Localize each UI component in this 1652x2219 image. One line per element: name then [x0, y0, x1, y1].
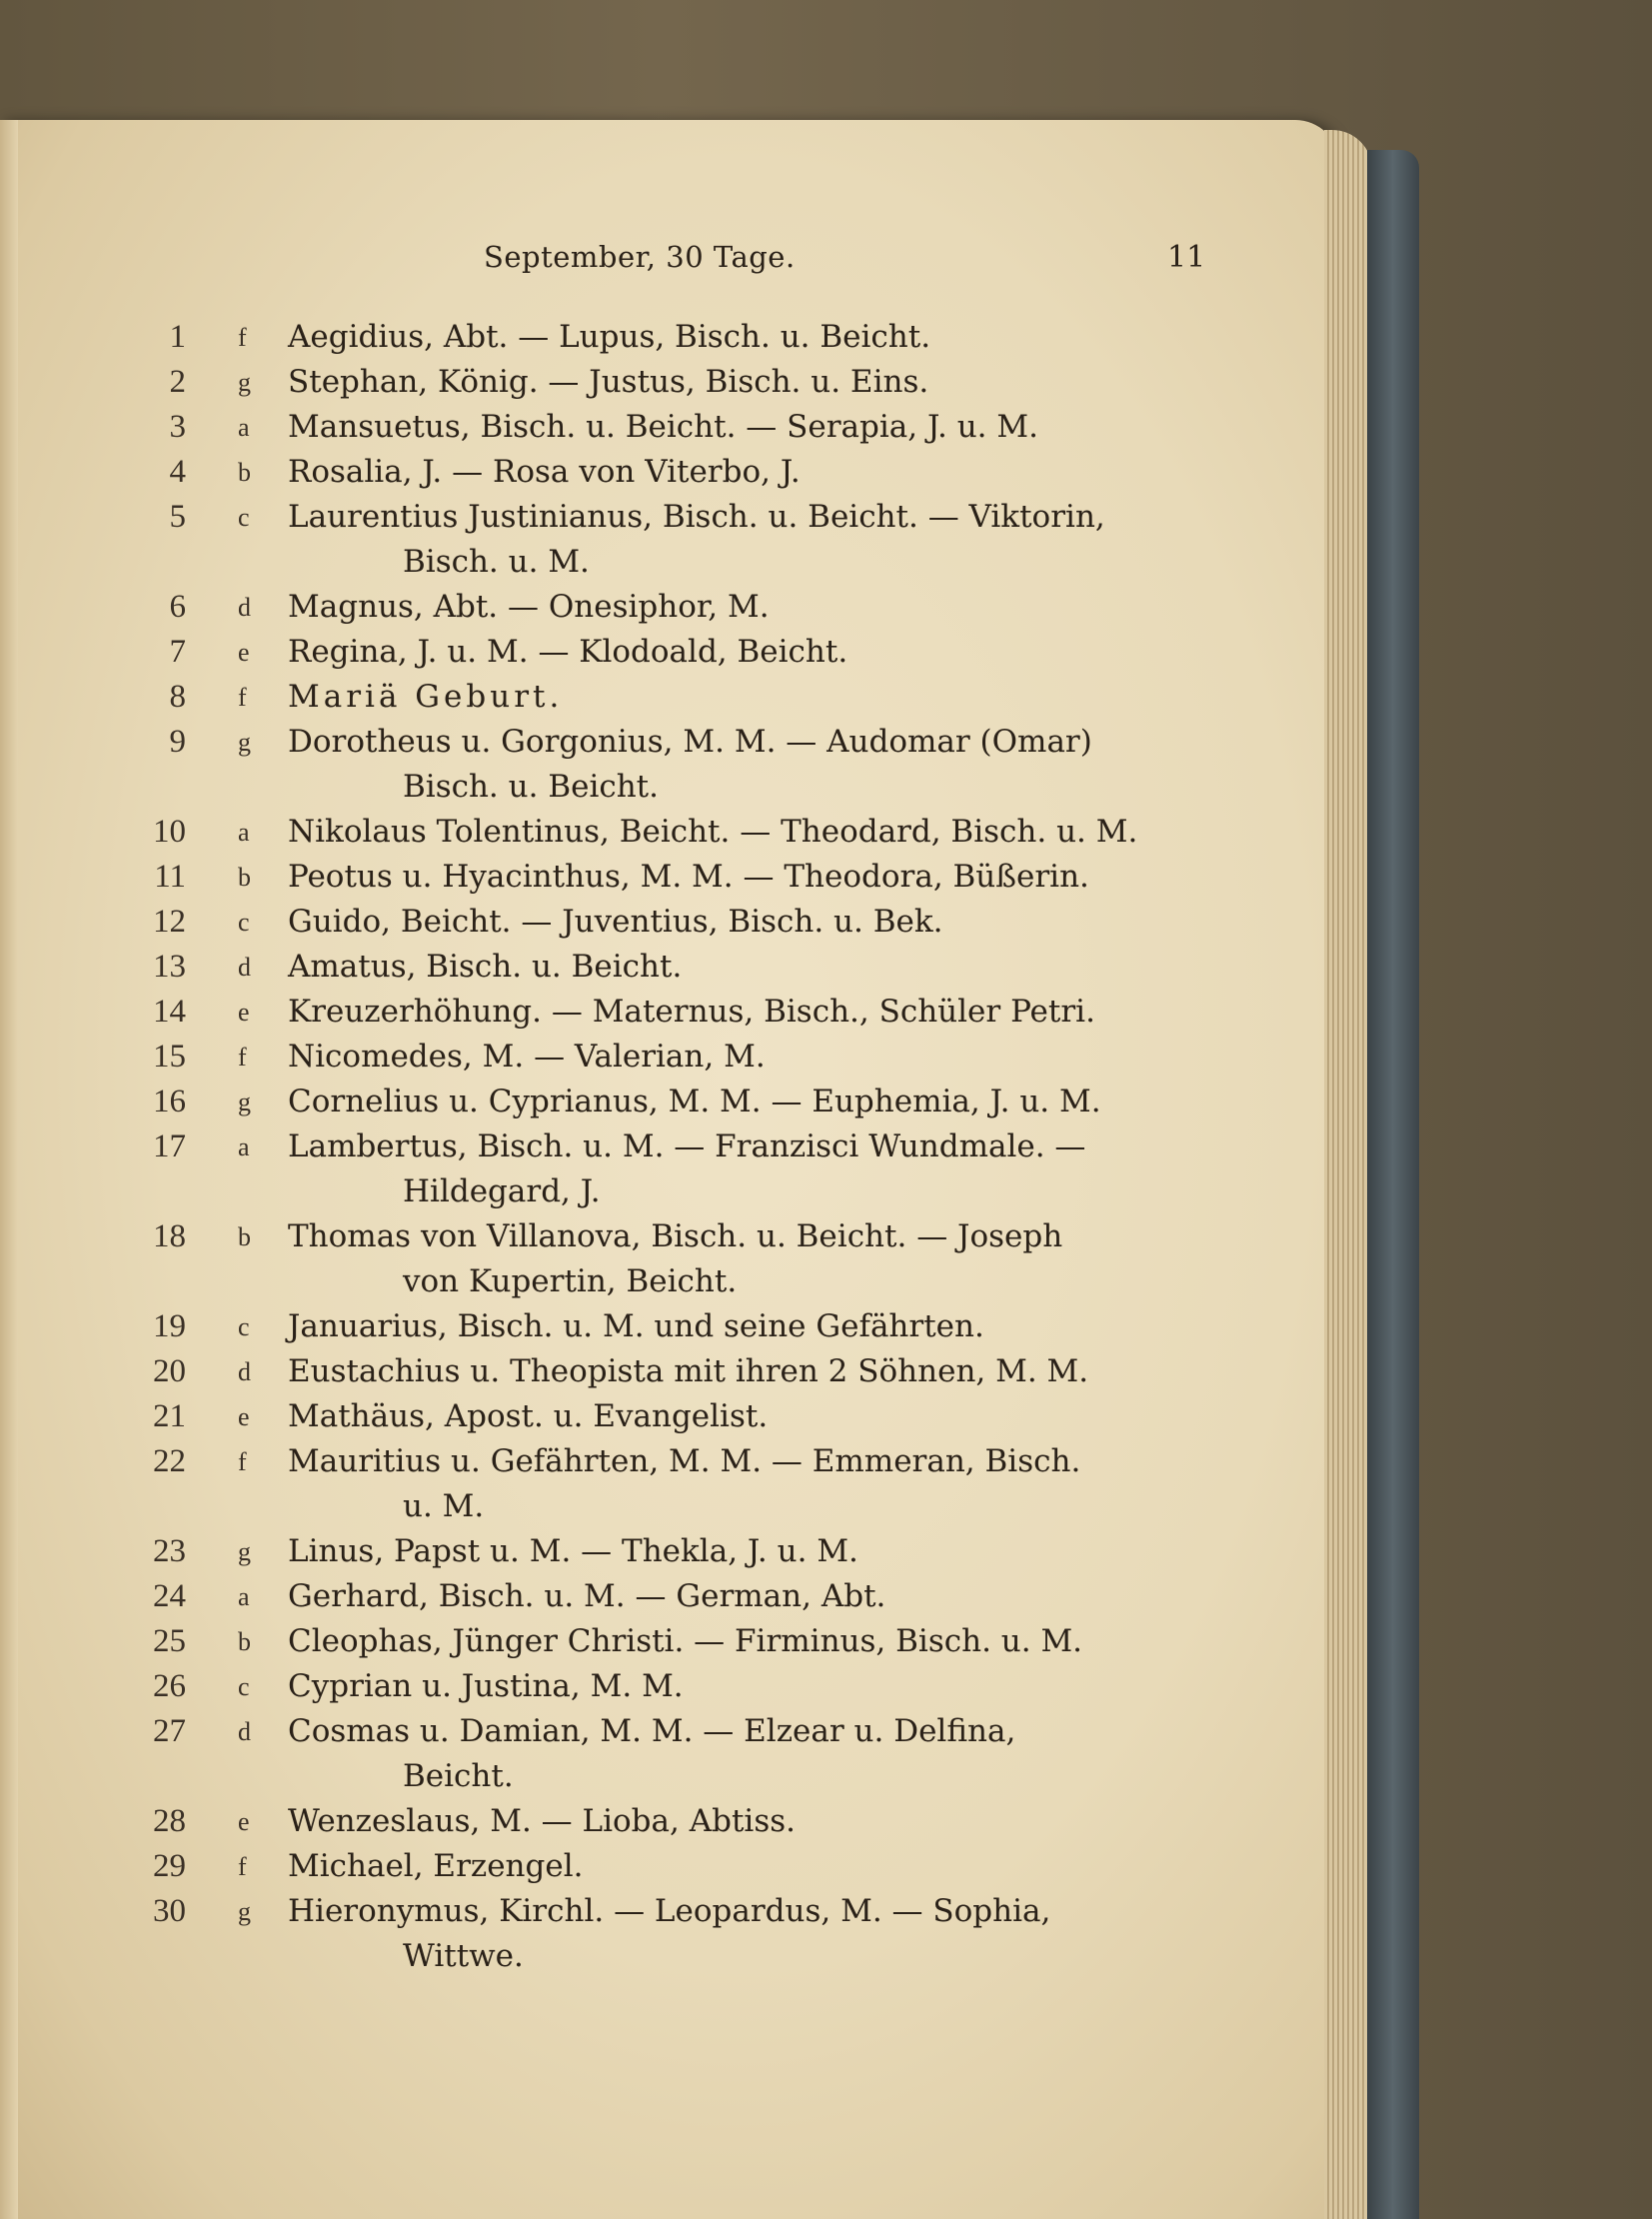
dominical-letter: a [238, 1132, 250, 1161]
calendar-entry [0, 990, 1339, 1035]
page-title: September, 30 Tage. [484, 240, 796, 274]
saints-line: Mansuetus, Bisch. u. Beicht. — Serapia, J. u. M. [288, 409, 1038, 445]
calendar-entry [0, 315, 1339, 360]
calendar-entry [0, 945, 1339, 990]
dominical-letter: a [238, 1582, 250, 1611]
calendar-entry [0, 1889, 1339, 1979]
dominical-letter: f [238, 1043, 247, 1072]
saints-line: Cyprian u. Justina, M. M. [288, 1668, 684, 1704]
calendar-entry [0, 1439, 1339, 1529]
day-number: 2 [169, 364, 186, 400]
page-header [0, 240, 1339, 290]
saints-line: Cosmas u. Damian, M. M. — Elzear u. Delfina, [288, 1713, 1016, 1749]
saints-text [288, 1799, 1212, 1844]
dominical-letter: b [238, 1627, 251, 1656]
calendar-entry [0, 1799, 1339, 1844]
calendar-entry [0, 1844, 1339, 1889]
saints-line: Michael, Erzengel. [288, 1848, 584, 1884]
calendar-entry [0, 855, 1339, 900]
day-number: 7 [169, 634, 186, 670]
dominical-letter: d [238, 593, 251, 622]
saints-line-continued: Bisch. u. M. [403, 544, 590, 580]
dominical-letter: f [238, 323, 247, 352]
dominical-letter: f [238, 1852, 247, 1881]
calendar-list [0, 315, 1339, 1979]
calendar-entry [0, 630, 1339, 675]
saints-text [288, 585, 1212, 630]
saints-line: Lambertus, Bisch. u. M. — Franzisci Wundmale. — [288, 1128, 1086, 1164]
saints-text [288, 720, 1212, 810]
day-number: 15 [153, 1039, 186, 1075]
saints-line: Hieronymus, Kirchl. — Leopardus, M. — Sophia, [288, 1893, 1051, 1929]
saints-text [288, 810, 1212, 855]
calendar-entry [0, 1304, 1339, 1349]
saints-text [288, 855, 1212, 900]
dominical-letter: e [238, 998, 250, 1027]
dominical-letter: c [238, 908, 250, 937]
dominical-letter: d [238, 1357, 251, 1386]
saints-line: Laurentius Justinianus, Bisch. u. Beicht. — Viktorin, [288, 499, 1105, 535]
saints-text [288, 360, 1212, 405]
calendar-entry [0, 1080, 1339, 1124]
day-number: 1 [169, 319, 186, 355]
calendar-entry [0, 360, 1339, 405]
saints-text [288, 1619, 1212, 1664]
calendar-entry [0, 1035, 1339, 1080]
day-number: 19 [153, 1308, 186, 1344]
saints-text [288, 1035, 1212, 1080]
day-number: 14 [153, 994, 186, 1030]
saints-text [288, 1394, 1212, 1439]
dominical-letter: d [238, 953, 251, 982]
dominical-letter: b [238, 458, 251, 487]
dominical-letter: f [238, 683, 247, 712]
day-number: 23 [153, 1533, 186, 1569]
saints-line-continued: Wittwe. [403, 1938, 524, 1974]
day-number: 28 [153, 1803, 186, 1839]
calendar-entry [0, 1709, 1339, 1799]
calendar-entry [0, 1529, 1339, 1574]
saints-text [288, 315, 1212, 360]
saints-line: Thomas von Villanova, Bisch. u. Beicht. — Joseph [288, 1218, 1063, 1254]
saints-line: Aegidius, Abt. — Lupus, Bisch. u. Beicht. [288, 319, 931, 355]
calendar-entry [0, 1394, 1339, 1439]
saints-text [288, 990, 1212, 1035]
calendar-entry [0, 720, 1339, 810]
saints-line: Cleophas, Jünger Christi. — Firminus, Bisch. u. M. [288, 1623, 1083, 1659]
dominical-letter: g [238, 1088, 251, 1116]
day-number: 8 [169, 679, 186, 715]
saints-text [288, 1124, 1212, 1214]
calendar-entry [0, 1664, 1339, 1709]
saints-text [288, 1349, 1212, 1394]
day-number: 16 [153, 1084, 186, 1119]
dominical-letter: b [238, 1222, 251, 1251]
saints-text [288, 450, 1212, 495]
day-number: 6 [169, 589, 186, 625]
dominical-letter: c [238, 1312, 250, 1341]
saints-line: Magnus, Abt. — Onesiphor, M. [288, 589, 770, 625]
day-number: 3 [169, 409, 186, 445]
saints-text [288, 1304, 1212, 1349]
saints-line: Wenzeslaus, M. — Lioba, Abtiss. [288, 1803, 796, 1839]
calendar-entry [0, 450, 1339, 495]
saints-text [288, 945, 1212, 990]
saints-line: Cornelius u. Cyprianus, M. M. — Euphemia, J. u. M. [288, 1084, 1101, 1119]
saints-line: Mauritius u. Gefährten, M. M. — Emmeran, Bisch. [288, 1443, 1081, 1479]
saints-text [288, 1439, 1212, 1529]
saints-text [288, 630, 1212, 675]
dominical-letter: c [238, 1672, 250, 1701]
saints-line-continued: u. M. [403, 1488, 485, 1524]
calendar-entry [0, 1124, 1339, 1214]
calendar-entry [0, 810, 1339, 855]
saints-text [288, 1529, 1212, 1574]
day-number: 4 [169, 454, 186, 490]
calendar-entry [0, 1349, 1339, 1394]
saints-line-continued: Bisch. u. Beicht. [403, 769, 659, 805]
saints-line: Regina, J. u. M. — Klodoald, Beicht. [288, 634, 848, 670]
dominical-letter: d [238, 1717, 251, 1746]
calendar-entry [0, 495, 1339, 585]
saints-text [288, 1664, 1212, 1709]
saints-line-continued: Beicht. [403, 1758, 514, 1794]
dominical-letter: e [238, 638, 250, 667]
saints-line: Amatus, Bisch. u. Beicht. [288, 949, 683, 985]
dominical-letter: e [238, 1807, 250, 1836]
saints-text [288, 675, 1212, 720]
saints-text [288, 1709, 1212, 1799]
saints-text [288, 495, 1212, 585]
day-number: 12 [153, 904, 186, 940]
saints-line: Dorotheus u. Gorgonius, M. M. — Audomar (Omar) [288, 724, 1092, 760]
saints-text [288, 900, 1212, 945]
saints-line: Linus, Papst u. M. — Thekla, J. u. M. [288, 1533, 858, 1569]
saints-line: Guido, Beicht. — Juventius, Bisch. u. Bek. [288, 904, 943, 940]
saints-line: Mariä Geburt. [288, 679, 564, 715]
day-number: 27 [153, 1713, 186, 1749]
saints-text [288, 405, 1212, 450]
day-number: 25 [153, 1623, 186, 1659]
saints-text [288, 1574, 1212, 1619]
day-number: 29 [153, 1848, 186, 1884]
day-number: 13 [153, 949, 186, 985]
dominical-letter: f [238, 1447, 247, 1476]
day-number: 10 [153, 814, 186, 850]
calendar-entry [0, 1214, 1339, 1304]
saints-line: Peotus u. Hyacinthus, M. M. — Theodora, Büßerin. [288, 859, 1089, 895]
saints-line: Januarius, Bisch. u. M. und seine Gefährten. [288, 1308, 984, 1344]
saints-line-continued: Hildegard, J. [403, 1173, 601, 1209]
saints-line: Nikolaus Tolentinus, Beicht. — Theodard, Bisch. u. M. [288, 814, 1138, 850]
calendar-entry [0, 900, 1339, 945]
book-cover-edge [1367, 150, 1419, 2219]
dominical-letter: g [238, 728, 251, 757]
calendar-entry [0, 1619, 1339, 1664]
saints-line: Nicomedes, M. — Valerian, M. [288, 1039, 766, 1075]
day-number: 21 [153, 1398, 186, 1434]
saints-text [288, 1844, 1212, 1889]
saints-text [288, 1889, 1212, 1979]
saints-line: Stephan, König. — Justus, Bisch. u. Eins. [288, 364, 929, 400]
saints-line-continued: von Kupertin, Beicht. [403, 1263, 738, 1299]
day-number: 11 [154, 859, 186, 895]
day-number: 22 [153, 1443, 186, 1479]
saints-line: Eustachius u. Theopista mit ihren 2 Söhnen, M. M. [288, 1353, 1089, 1389]
calendar-entry [0, 585, 1339, 630]
day-number: 17 [153, 1128, 186, 1164]
day-number: 24 [153, 1578, 186, 1614]
day-number: 30 [153, 1893, 186, 1929]
page-number: 11 [1167, 240, 1206, 275]
dominical-letter: a [238, 818, 250, 847]
dominical-letter: g [238, 1537, 251, 1566]
dominical-letter: a [238, 413, 250, 442]
calendar-entry [0, 405, 1339, 450]
saints-line: Kreuzerhöhung. — Maternus, Bisch., Schüler Petri. [288, 994, 1095, 1030]
dominical-letter: g [238, 368, 251, 397]
day-number: 20 [153, 1353, 186, 1389]
saints-line: Rosalia, J. — Rosa von Viterbo, J. [288, 454, 801, 490]
calendar-entry [0, 675, 1339, 720]
day-number: 26 [153, 1668, 186, 1704]
day-number: 18 [153, 1218, 186, 1254]
day-number: 9 [169, 724, 186, 760]
dominical-letter: g [238, 1897, 251, 1926]
day-number: 5 [169, 499, 186, 535]
dominical-letter: b [238, 863, 251, 892]
saints-text [288, 1080, 1212, 1124]
dominical-letter: e [238, 1402, 250, 1431]
saints-line: Gerhard, Bisch. u. M. — German, Abt. [288, 1578, 886, 1614]
saints-text [288, 1214, 1212, 1304]
calendar-entry [0, 1574, 1339, 1619]
dominical-letter: c [238, 503, 250, 532]
saints-line: Mathäus, Apost. u. Evangelist. [288, 1398, 769, 1434]
